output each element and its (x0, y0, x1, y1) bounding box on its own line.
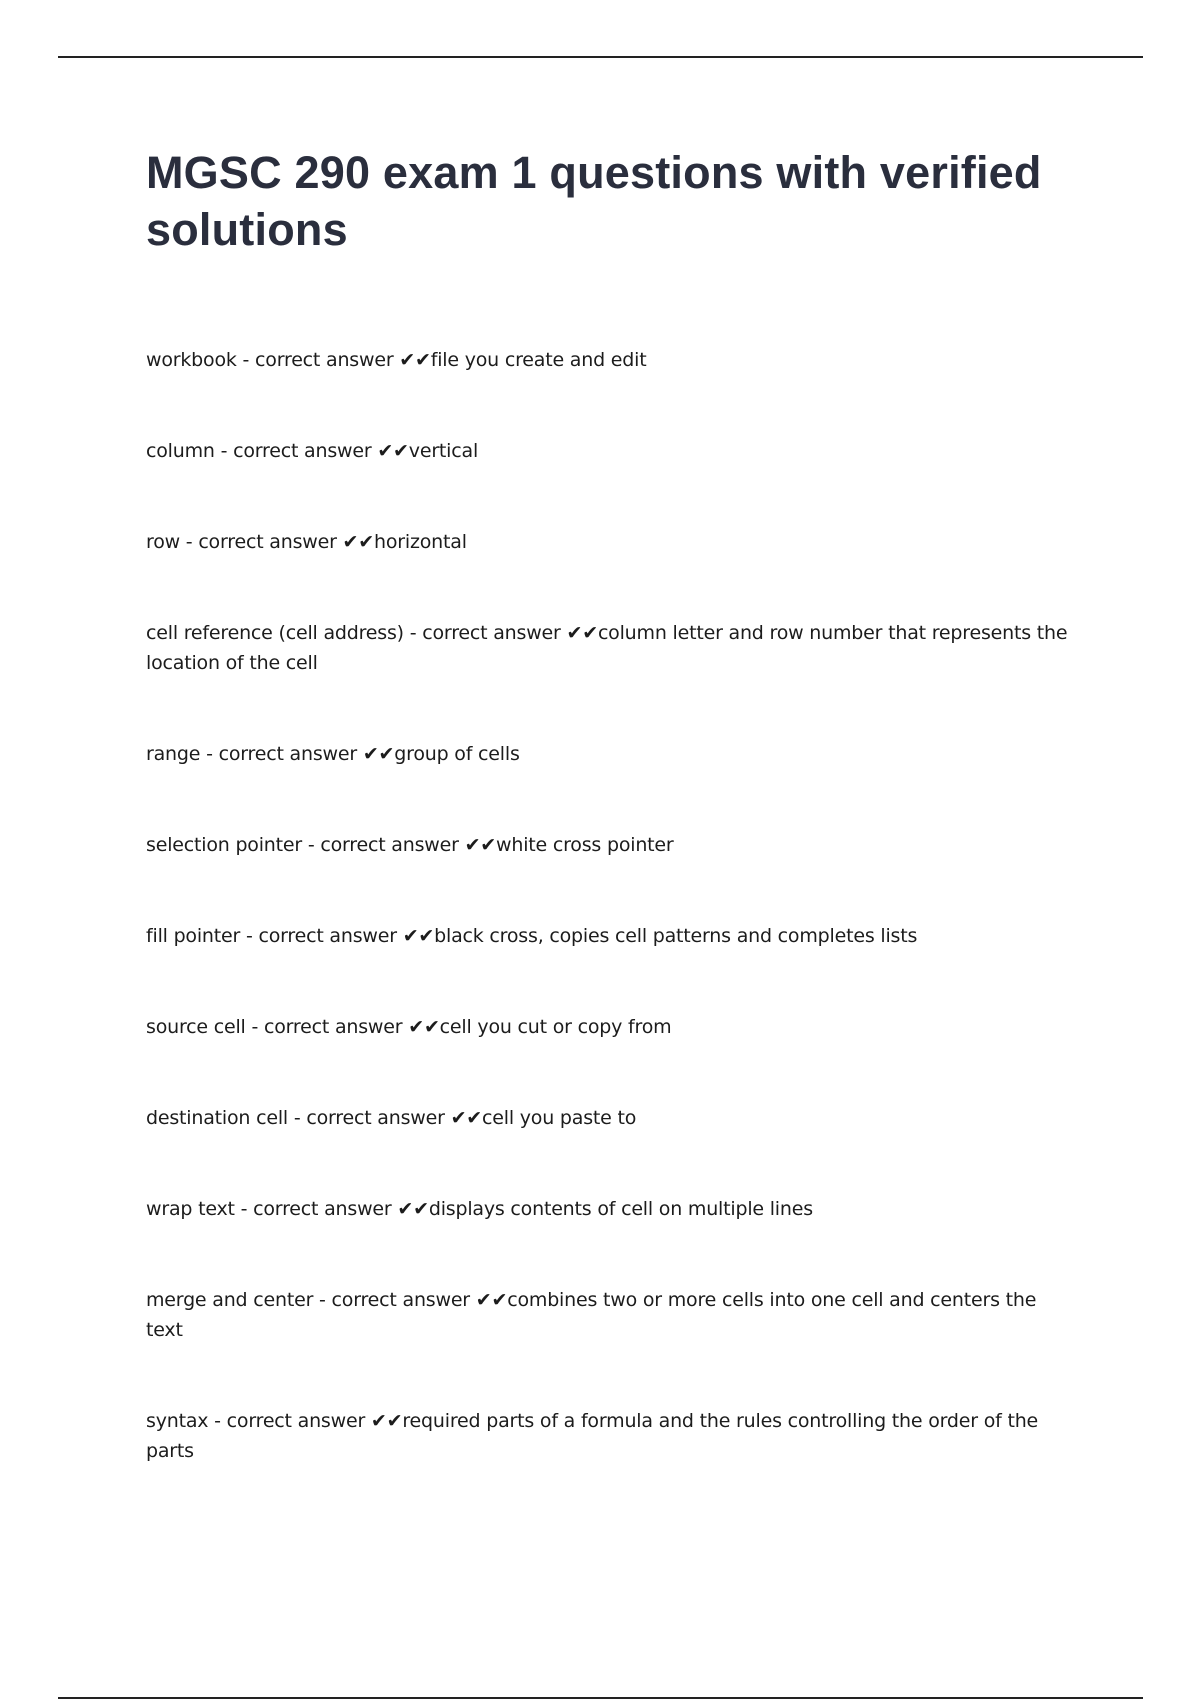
qa-list (146, 345, 1076, 1466)
qa-item (146, 527, 1076, 557)
qa-definition: group of cells (394, 743, 520, 765)
qa-answer-marker: correct answer (331, 1289, 476, 1311)
qa-separator: - (214, 440, 234, 462)
qa-term: cell reference (cell address) (146, 622, 404, 644)
top-rule (58, 56, 1143, 58)
check-icon: ✔✔ (362, 743, 395, 765)
qa-separator: - (313, 1289, 332, 1311)
qa-answer-marker: correct answer (255, 349, 400, 371)
check-icon: ✔✔ (370, 1410, 403, 1432)
qa-answer-marker: correct answer (253, 1198, 398, 1220)
check-icon: ✔✔ (408, 1016, 440, 1038)
qa-separator: - (240, 925, 259, 947)
qa-separator: - (288, 1107, 307, 1129)
qa-item (146, 1103, 1076, 1133)
qa-item (146, 1012, 1076, 1042)
qa-term: workbook (146, 349, 237, 371)
qa-definition: cell you cut or copy from (439, 1016, 672, 1038)
qa-answer-marker: correct answer (226, 1410, 371, 1432)
qa-answer-marker: correct answer (258, 925, 403, 947)
qa-separator: - (302, 834, 321, 856)
qa-separator: - (179, 531, 199, 553)
qa-definition: horizontal (374, 531, 467, 553)
qa-definition: black cross, copies cell patterns and completes lists (434, 925, 918, 947)
qa-separator: - (403, 622, 423, 644)
qa-separator: - (245, 1016, 264, 1038)
qa-term: row (146, 531, 180, 553)
qa-definition: column letter and row number that represents the location of the cell (146, 622, 1068, 674)
check-icon: ✔✔ (399, 349, 431, 371)
qa-item (146, 436, 1076, 466)
qa-definition: displays contents of cell on multiple lines (428, 1198, 813, 1220)
qa-definition: vertical (408, 440, 479, 462)
qa-term: source cell (146, 1016, 246, 1038)
qa-item (146, 345, 1076, 375)
qa-item (146, 830, 1076, 860)
check-icon: ✔✔ (450, 1107, 483, 1129)
qa-answer-marker: correct answer (263, 1016, 409, 1038)
qa-term: column (146, 440, 215, 462)
qa-answer-marker: correct answer (198, 531, 343, 553)
qa-answer-marker: correct answer (320, 834, 465, 856)
qa-separator: - (200, 743, 219, 765)
qa-term: syntax (146, 1410, 209, 1432)
qa-separator: - (236, 349, 256, 371)
qa-item (146, 1285, 1076, 1345)
check-icon: ✔✔ (475, 1289, 508, 1311)
qa-term: wrap text (146, 1198, 235, 1220)
qa-answer-marker: correct answer (306, 1107, 451, 1129)
qa-definition: cell you paste to (482, 1107, 637, 1129)
check-icon: ✔✔ (342, 531, 374, 553)
qa-item (146, 921, 1076, 951)
check-icon: ✔✔ (464, 834, 497, 856)
qa-item (146, 618, 1076, 678)
qa-term: fill pointer (146, 925, 241, 947)
document-title: MGSC 290 exam 1 questions with verified solutions (146, 147, 1042, 255)
check-icon: ✔✔ (397, 1198, 429, 1220)
qa-definition: combines two or more cells into one cell and centers the text (146, 1289, 1037, 1341)
qa-term: range (146, 743, 201, 765)
qa-separator: - (234, 1198, 254, 1220)
check-icon: ✔✔ (377, 440, 409, 462)
qa-item (146, 739, 1076, 769)
check-icon: ✔✔ (402, 925, 435, 947)
qa-term: selection pointer (146, 834, 302, 856)
qa-answer-marker: correct answer (233, 440, 378, 462)
qa-answer-marker: correct answer (218, 743, 363, 765)
qa-definition: white cross pointer (496, 834, 674, 856)
qa-item (146, 1194, 1076, 1224)
qa-term: destination cell (146, 1107, 288, 1129)
qa-term: merge and center (146, 1289, 314, 1311)
qa-item (146, 1406, 1076, 1466)
check-icon: ✔✔ (566, 622, 598, 644)
qa-separator: - (208, 1410, 227, 1432)
bottom-rule (58, 1697, 1143, 1699)
qa-definition: file you create and edit (430, 349, 647, 371)
qa-definition: required parts of a formula and the rules controlling the order of the parts (146, 1410, 1039, 1462)
qa-answer-marker: correct answer (422, 622, 567, 644)
